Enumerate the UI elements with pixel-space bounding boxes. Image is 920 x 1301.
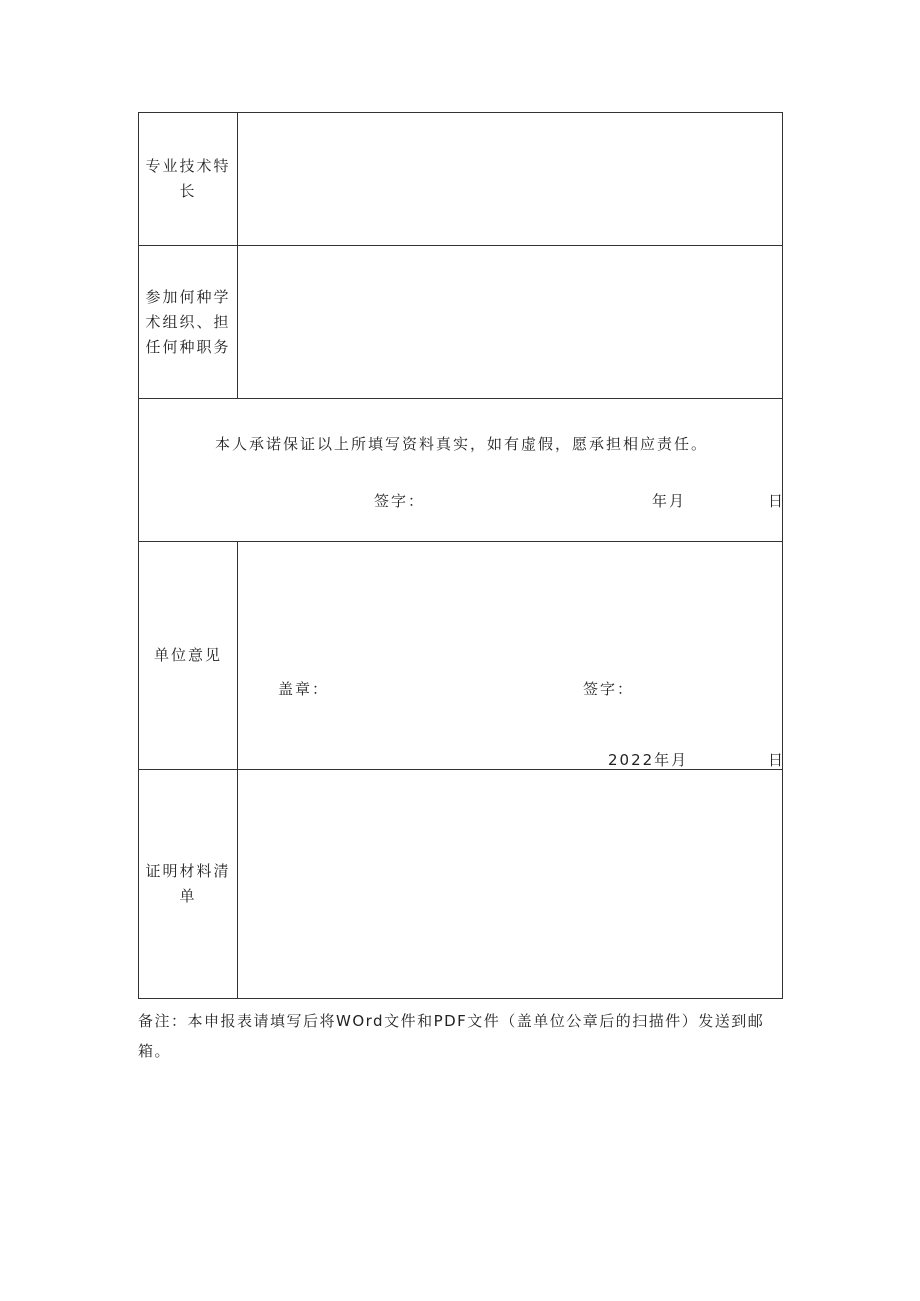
unit-seal-label: 盖章：: [278, 680, 330, 698]
specialty-input-cell[interactable]: [239, 113, 782, 245]
pledge-row: [139, 399, 782, 542]
unit-signature-label: 签字：: [583, 680, 635, 698]
specialty-row: [139, 113, 782, 246]
organizations-label-cell: [139, 246, 238, 398]
organizations-row: [139, 246, 782, 399]
pledge-signature-label: 签字：: [374, 492, 426, 510]
materials-input-cell[interactable]: [239, 770, 782, 998]
unit-date-day: 日: [768, 751, 784, 769]
organizations-label: 参加何种学术组织、担任何种职务: [145, 287, 231, 356]
specialty-label: 专业技术特长: [145, 157, 231, 200]
materials-label-cell: [139, 770, 238, 998]
unit-opinion-label: 单位意见: [153, 646, 222, 664]
materials-row: [139, 770, 782, 998]
footnote: 备注：本申报表请填写后将WOrd文件和PDF文件（盖单位公章后的扫描件）发送到邮箱。: [138, 1012, 765, 1060]
unit-opinion-label-cell: [139, 542, 238, 769]
organizations-input-cell[interactable]: [239, 246, 782, 398]
pledge-date-day: 日: [768, 492, 784, 510]
pledge-statement: 本人承诺保证以上所填写资料真实，如有虚假，愿承担相应责任。: [215, 435, 709, 453]
materials-label: 证明材料清单: [145, 862, 231, 905]
application-form-table: [138, 112, 783, 999]
specialty-label-cell: [139, 113, 238, 245]
unit-opinion-row: [139, 542, 782, 770]
pledge-date-month: 年月: [652, 492, 687, 510]
unit-date-year-month: 2022年月: [608, 751, 689, 769]
